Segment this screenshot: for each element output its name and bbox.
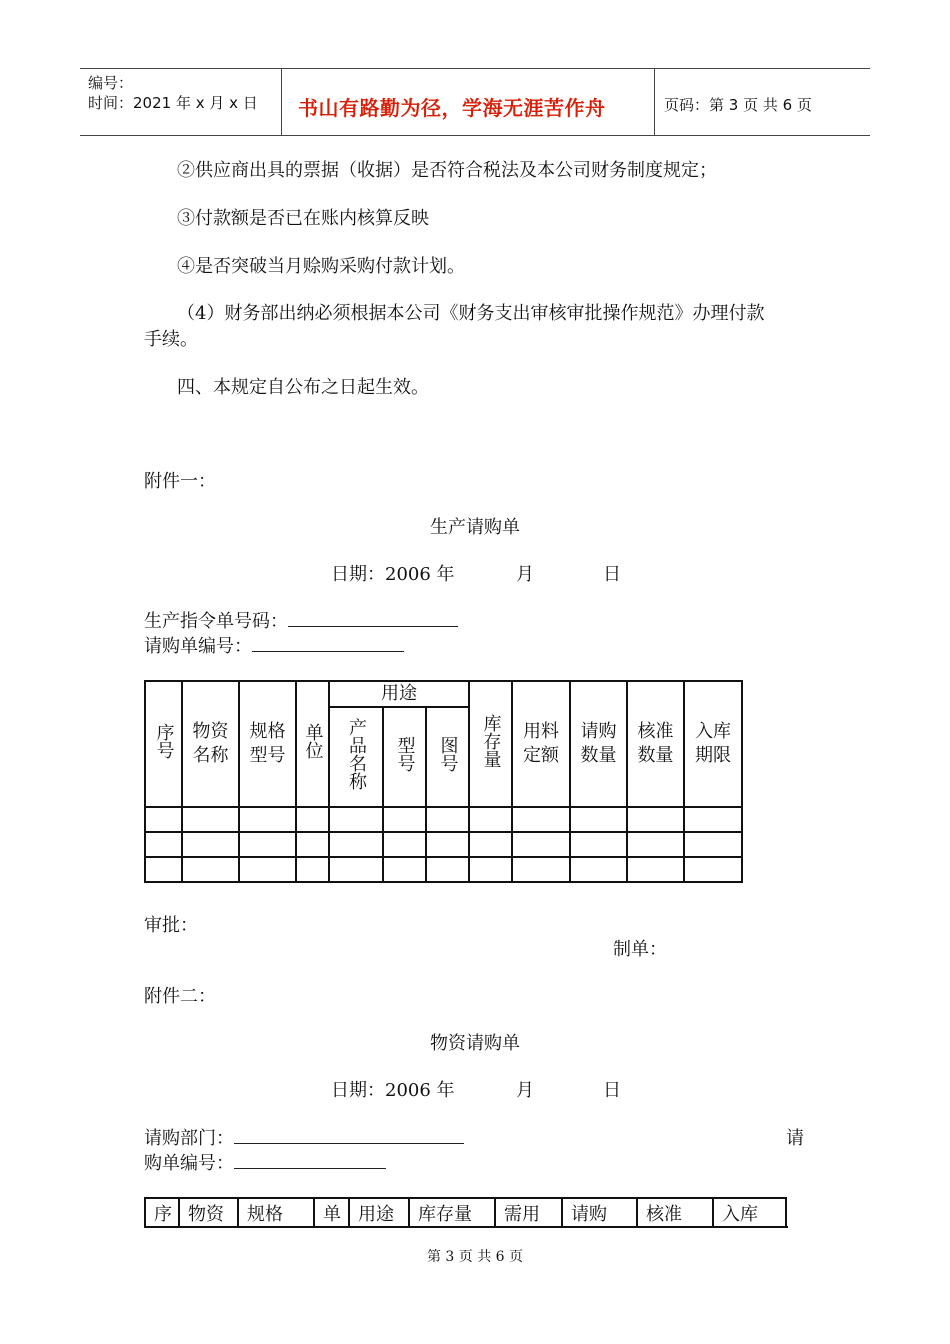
header-material-name: 物资名称	[182, 681, 239, 807]
table-cell[interactable]	[426, 807, 469, 832]
table-cell[interactable]	[182, 832, 239, 857]
table-row	[145, 857, 742, 882]
attachment1-date-day: 日	[603, 564, 621, 585]
header-storage-deadline: 入库期限	[684, 681, 742, 807]
table-cell[interactable]	[570, 832, 627, 857]
attachment1-title: 生产请购单	[430, 517, 520, 538]
header-model: 型号	[383, 707, 426, 807]
table-cell[interactable]	[383, 832, 426, 857]
table-cell[interactable]	[383, 857, 426, 882]
t2-header-storage: 入库	[713, 1198, 786, 1227]
table-cell[interactable]	[512, 807, 570, 832]
header-product-name: 产品名称	[329, 707, 383, 807]
table-row	[145, 807, 742, 832]
table-cell[interactable]	[684, 832, 742, 857]
header-divider-right	[654, 68, 655, 136]
table-cell[interactable]	[684, 857, 742, 882]
attachment2-label: 附件二：	[144, 986, 216, 1007]
t2-header-need: 需用	[495, 1198, 562, 1227]
table-cell[interactable]	[512, 857, 570, 882]
table-cell[interactable]	[469, 807, 512, 832]
table-cell[interactable]	[145, 807, 182, 832]
table-cell[interactable]	[329, 832, 383, 857]
header-approved-qty: 核准数量	[627, 681, 684, 807]
table-row	[145, 832, 742, 857]
header-request-qty: 请购数量	[570, 681, 627, 807]
header-material-quota: 用料定额	[512, 681, 570, 807]
material-request-table	[144, 1197, 787, 1227]
attachment1-request-no-label: 请购单编号：	[144, 636, 252, 657]
attachment1-request-no-blank	[252, 633, 404, 652]
attachment2-request-no-blank	[234, 1150, 386, 1169]
t2-header-stock: 库存量	[409, 1198, 495, 1227]
t2-header-approve: 核准	[637, 1198, 713, 1227]
header-page-label: 页码：第 3 页 共 6 页	[664, 96, 812, 114]
header-usage: 用途	[329, 681, 469, 707]
table-cell[interactable]	[145, 857, 182, 882]
t2-header-material: 物资	[179, 1198, 238, 1227]
table-cell[interactable]	[570, 857, 627, 882]
t2-header-request: 请购	[562, 1198, 637, 1227]
body-paragraph-4-line-2: 手续。	[144, 329, 198, 350]
header-time-label: 时间：2021 年 x 月 x 日	[88, 94, 258, 112]
header-slogan: 书山有路勤为径，学海无涯苦作舟	[298, 96, 606, 120]
attachment1-order-no-blank	[288, 608, 458, 627]
body-item-3: ③付款额是否已在账内核算反映	[177, 208, 429, 229]
attachment2-title: 物资请购单	[430, 1033, 520, 1054]
table-cell[interactable]	[383, 807, 426, 832]
t2-header-usage: 用途	[349, 1198, 409, 1227]
attachment1-order-no-label: 生产指令单号码：	[144, 611, 288, 632]
header-drawing-no: 图号	[426, 707, 469, 807]
attachment1-label: 附件一：	[144, 471, 216, 492]
table-cell[interactable]	[512, 832, 570, 857]
table-cell[interactable]	[329, 807, 383, 832]
header-top-border	[80, 68, 870, 69]
table-cell[interactable]	[182, 857, 239, 882]
table-cell[interactable]	[627, 857, 684, 882]
table-cell[interactable]	[426, 832, 469, 857]
header-bottom-border	[80, 135, 870, 136]
attachment1-date-month: 月	[516, 564, 534, 585]
header-unit: 单位	[296, 681, 329, 807]
attachment2-request-no-label: 购单编号：	[144, 1153, 234, 1174]
table-cell[interactable]	[469, 832, 512, 857]
table-cell[interactable]	[426, 857, 469, 882]
table-cell[interactable]	[469, 857, 512, 882]
page-footer: 第 3 页 共 6 页	[426, 1249, 524, 1265]
table-cell[interactable]	[296, 832, 329, 857]
body-section-4: 四、本规定自公布之日起生效。	[177, 377, 429, 398]
table-cell[interactable]	[329, 857, 383, 882]
table-cell[interactable]	[296, 857, 329, 882]
attachment2-right-char: 请	[786, 1128, 804, 1149]
t2-header-seq: 序	[145, 1198, 179, 1227]
attachment2-date-month: 月	[516, 1080, 534, 1101]
table-cell[interactable]	[570, 807, 627, 832]
t2-header-unit: 单	[314, 1198, 349, 1227]
table-cell[interactable]	[296, 807, 329, 832]
body-item-2: ②供应商出具的票据（收据）是否符合税法及本公司财务制度规定；	[177, 160, 717, 181]
material-request-table-bottom-border	[144, 1226, 788, 1228]
header-seq: 序号	[145, 681, 182, 807]
table-cell[interactable]	[239, 807, 296, 832]
production-request-table	[144, 680, 743, 883]
attachment1-request-no-field	[144, 632, 404, 662]
table-cell[interactable]	[627, 807, 684, 832]
header-stock: 库存量	[469, 681, 512, 807]
body-paragraph-4-line-1: （4）财务部出纳必须根据本公司《财务支出审核审批操作规范》办理付款	[177, 303, 765, 324]
attachment2-date-label: 日期：2006 年	[331, 1080, 455, 1101]
table-cell[interactable]	[182, 807, 239, 832]
attachment2-dept-label: 请购部门：	[144, 1128, 234, 1149]
table-cell[interactable]	[627, 832, 684, 857]
table-cell[interactable]	[239, 857, 296, 882]
header-spec-model: 规格型号	[239, 681, 296, 807]
body-item-4: ④是否突破当月赊购采购付款计划。	[177, 256, 465, 277]
attachment1-date-label: 日期：2006 年	[331, 564, 455, 585]
table-cell[interactable]	[239, 832, 296, 857]
attachment2-dept-blank	[234, 1125, 464, 1144]
t2-header-spec: 规格	[238, 1198, 314, 1227]
attachment2-request-no-field	[144, 1149, 386, 1179]
table-cell[interactable]	[684, 807, 742, 832]
header-number-label: 编号：	[88, 74, 134, 92]
table-cell[interactable]	[145, 832, 182, 857]
attachment2-date-day: 日	[603, 1080, 621, 1101]
attachment1-maker-label: 制单：	[613, 939, 667, 960]
header-divider-left	[281, 68, 282, 136]
attachment1-approve-label: 审批：	[144, 915, 198, 936]
